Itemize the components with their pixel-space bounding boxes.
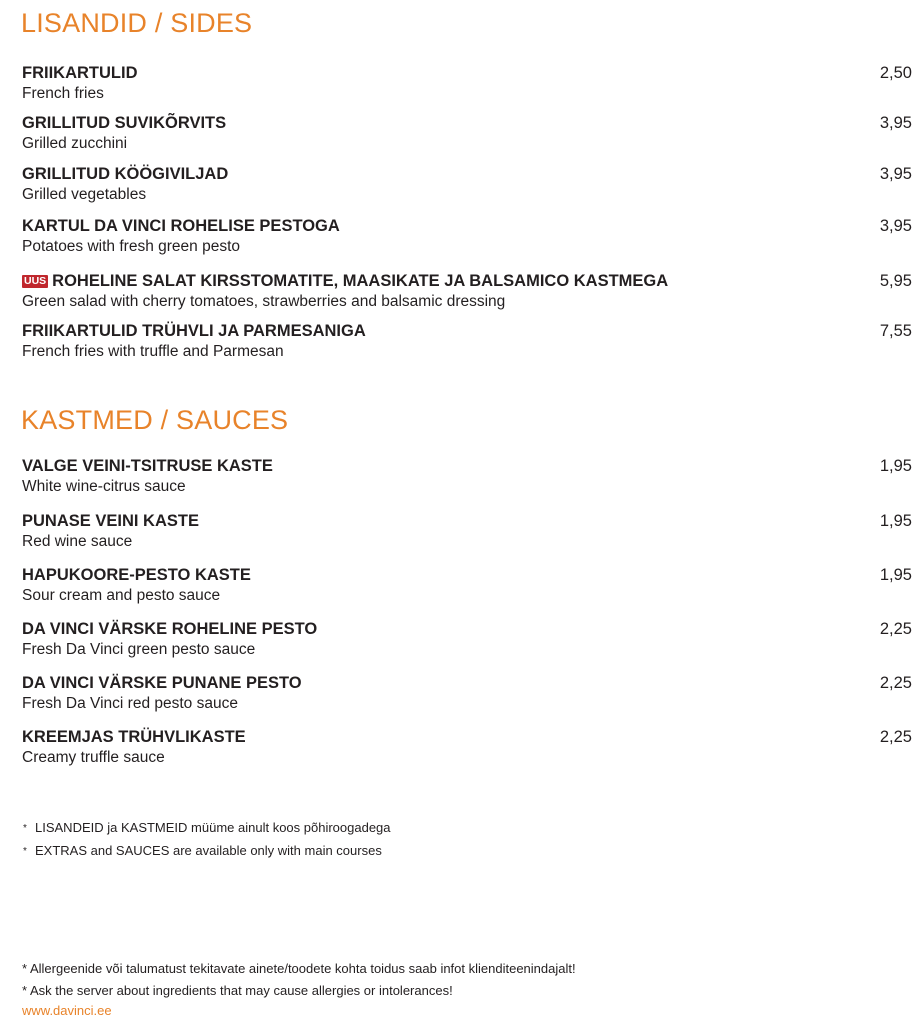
item-name: FRIIKARTULID [22, 64, 138, 82]
item-description: Fresh Da Vinci red pesto sauce [22, 695, 238, 712]
item-price: 2,25 [879, 674, 912, 692]
sauces-section-title: KASTMED / SAUCES [21, 405, 289, 435]
note-text: EXTRAS and SAUCES are available only with main courses [35, 843, 382, 858]
item-price: 7,55 [879, 322, 912, 340]
item-description: Red wine sauce [22, 533, 133, 550]
item-name: DA VINCI VÄRSKE PUNANE PESTO [22, 674, 302, 692]
menu-item [22, 673, 912, 714]
item-price: 3,95 [879, 114, 912, 132]
item-description: Potatoes with fresh green pesto [22, 238, 240, 255]
item-price: 2,50 [879, 64, 912, 82]
item-description: Fresh Da Vinci green pesto sauce [22, 641, 256, 658]
menu-item-new [22, 271, 912, 312]
item-name: ROHELINE SALAT KIRSSTOMATITE, MAASIKATE JA BALSAMICO KASTMEGA [52, 272, 669, 290]
item-name: KREEMJAS TRÜHVLIKASTE [22, 728, 246, 746]
menu-item [22, 216, 912, 257]
item-name: HAPUKOORE-PESTO KASTE [22, 566, 251, 584]
item-price: 1,95 [879, 566, 912, 584]
asterisk: * [23, 823, 27, 834]
item-name: PUNASE VEINI KASTE [22, 512, 199, 530]
item-price: 2,25 [879, 728, 912, 746]
item-name: GRILLITUD KÖÖGIVILJAD [22, 165, 229, 183]
item-name: GRILLITUD SUVIKÕRVITS [22, 114, 227, 132]
item-price: 3,95 [879, 217, 912, 235]
note-text: LISANDEID ja KASTMEID müüme ainult koos põhiroogadega [35, 820, 391, 835]
menu-item [22, 113, 912, 154]
menu-item [22, 511, 912, 552]
menu-item [22, 321, 912, 362]
item-price: 1,95 [879, 457, 912, 475]
new-badge: UUS [24, 275, 47, 287]
menu-item [22, 63, 912, 104]
allergy-note-et: * Allergeenide või talumatust tekitavate ainete/toodete kohta toidus saab infot klienditeenindajalt! [22, 961, 576, 976]
asterisk: * [23, 846, 27, 857]
menu-item [22, 727, 912, 768]
item-name: DA VINCI VÄRSKE ROHELINE PESTO [22, 620, 318, 638]
item-name: KARTUL DA VINCI ROHELISE PESTOGA [22, 217, 340, 235]
item-name: FRIIKARTULID TRÜHVLI JA PARMESANIGA [22, 322, 366, 340]
item-description: French fries with truffle and Parmesan [22, 343, 284, 360]
menu-item [22, 164, 912, 205]
item-description: Sour cream and pesto sauce [22, 587, 221, 604]
item-description: Grilled vegetables [22, 186, 147, 203]
note-en [23, 843, 382, 860]
sides-section-title: LISANDID / SIDES [21, 8, 253, 38]
allergy-note-en: * Ask the server about ingredients that may cause allergies or intolerances! [22, 983, 453, 998]
item-price: 1,95 [879, 512, 912, 530]
menu-item [22, 565, 912, 606]
item-name-row [22, 271, 912, 291]
item-price: 5,95 [879, 272, 912, 290]
item-description: White wine-citrus sauce [22, 478, 186, 495]
menu-item [22, 619, 912, 660]
item-description: French fries [22, 85, 104, 102]
note-et [23, 820, 391, 837]
item-description: Green salad with cherry tomatoes, strawberries and balsamic dressing [22, 293, 506, 310]
item-price: 2,25 [879, 620, 912, 638]
item-price: 3,95 [879, 165, 912, 183]
website-link[interactable]: www.davinci.ee [22, 1003, 112, 1018]
menu-item [22, 456, 912, 497]
item-description: Creamy truffle sauce [22, 749, 165, 766]
item-name: VALGE VEINI-TSITRUSE KASTE [22, 457, 273, 475]
item-description: Grilled zucchini [22, 135, 128, 152]
